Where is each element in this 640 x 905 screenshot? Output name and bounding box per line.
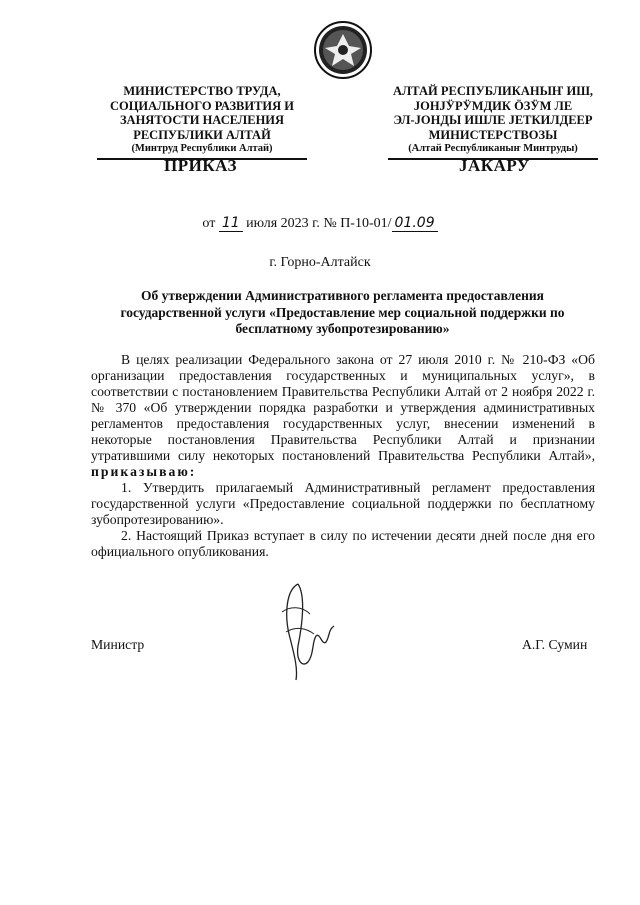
ministry-abbr: (Минтруд Республики Алтай)	[97, 142, 307, 160]
ministry-line: РЕСПУБЛИКИ АЛТАЙ	[133, 127, 271, 142]
paragraph	[91, 352, 595, 480]
handwritten-signature	[268, 576, 338, 686]
doc-type-ru: ПРИКАЗ	[164, 156, 237, 175]
handwritten-day: 11	[219, 215, 243, 232]
handwritten-number: 01.09	[392, 215, 438, 232]
ministry-abbr: (Алтай Республиканыҥ Минтруды)	[388, 142, 598, 160]
ministry-header-ru	[97, 84, 307, 160]
paragraph: 1. Утвердить прилагаемый Административный регламент предоставления государственной услуги «Предоставление социальной поддержки по бесплатному зубопротезированию».	[91, 480, 595, 527]
signatory-role: Министр	[91, 637, 145, 652]
city: г. Горно-Алтайск	[269, 255, 371, 270]
coat-of-arms-emblem	[313, 20, 373, 80]
ministry-line: ЭЛ-ЈОНДЫ ИШЛЕ ЈЕТКИЛДЕЕР	[393, 113, 593, 127]
order-word: приказываю:	[91, 464, 197, 479]
ministry-line: ЈОНЈӰРӰМДИК ӦЗӰМ ЛЕ	[413, 98, 573, 113]
ministry-line: МИНИСТЕРСТВОЗЫ	[428, 127, 558, 142]
ministry-header-altai	[388, 84, 598, 160]
date-prefix: от	[202, 216, 216, 231]
ministry-line: МИНИСТЕРСТВО ТРУДА,	[123, 84, 281, 98]
document-title: Об утверждении Административного регламента предоставления государственной услуги «Предоставление мер социальной поддержки по бесплатному зубопротезированию»	[120, 288, 565, 336]
signatory-name: А.Г. Сумин	[522, 637, 588, 652]
ministry-line: АЛТАЙ РЕСПУБЛИКАНЫҤ ИШ,	[392, 84, 594, 98]
date-number-line	[0, 215, 640, 232]
ministry-line: ЗАНЯТОСТИ НАСЕЛЕНИЯ	[119, 113, 285, 127]
paragraph-text: В целях реализации Федерального закона от 27 июля 2010 г. № 210-ФЗ «Об организации предоставления государственных и муниципальных услуг», в соответствии с постановлением Правительства Республики Алтай от 2 ноября 2022 г. № 370 «Об утверждении порядка разработки и утверждения административных регламентов предоставления государственных услуг, внесении изменений в некоторые постановления Правительства Республики Алтай и признании утратившими силу некоторых постановлений Правительства Республики Алтай»,	[91, 352, 595, 463]
paragraph: 2. Настоящий Приказ вступает в силу по истечении десяти дней после дня его официального опубликования.	[91, 528, 595, 559]
document-body	[91, 352, 595, 560]
ministry-line: СОЦИАЛЬНОГО РАЗВИТИЯ И	[109, 98, 295, 113]
doc-type-altai: ЈАКАРУ	[459, 156, 530, 175]
date-middle: июля 2023 г. № П-10-01/	[246, 216, 392, 231]
